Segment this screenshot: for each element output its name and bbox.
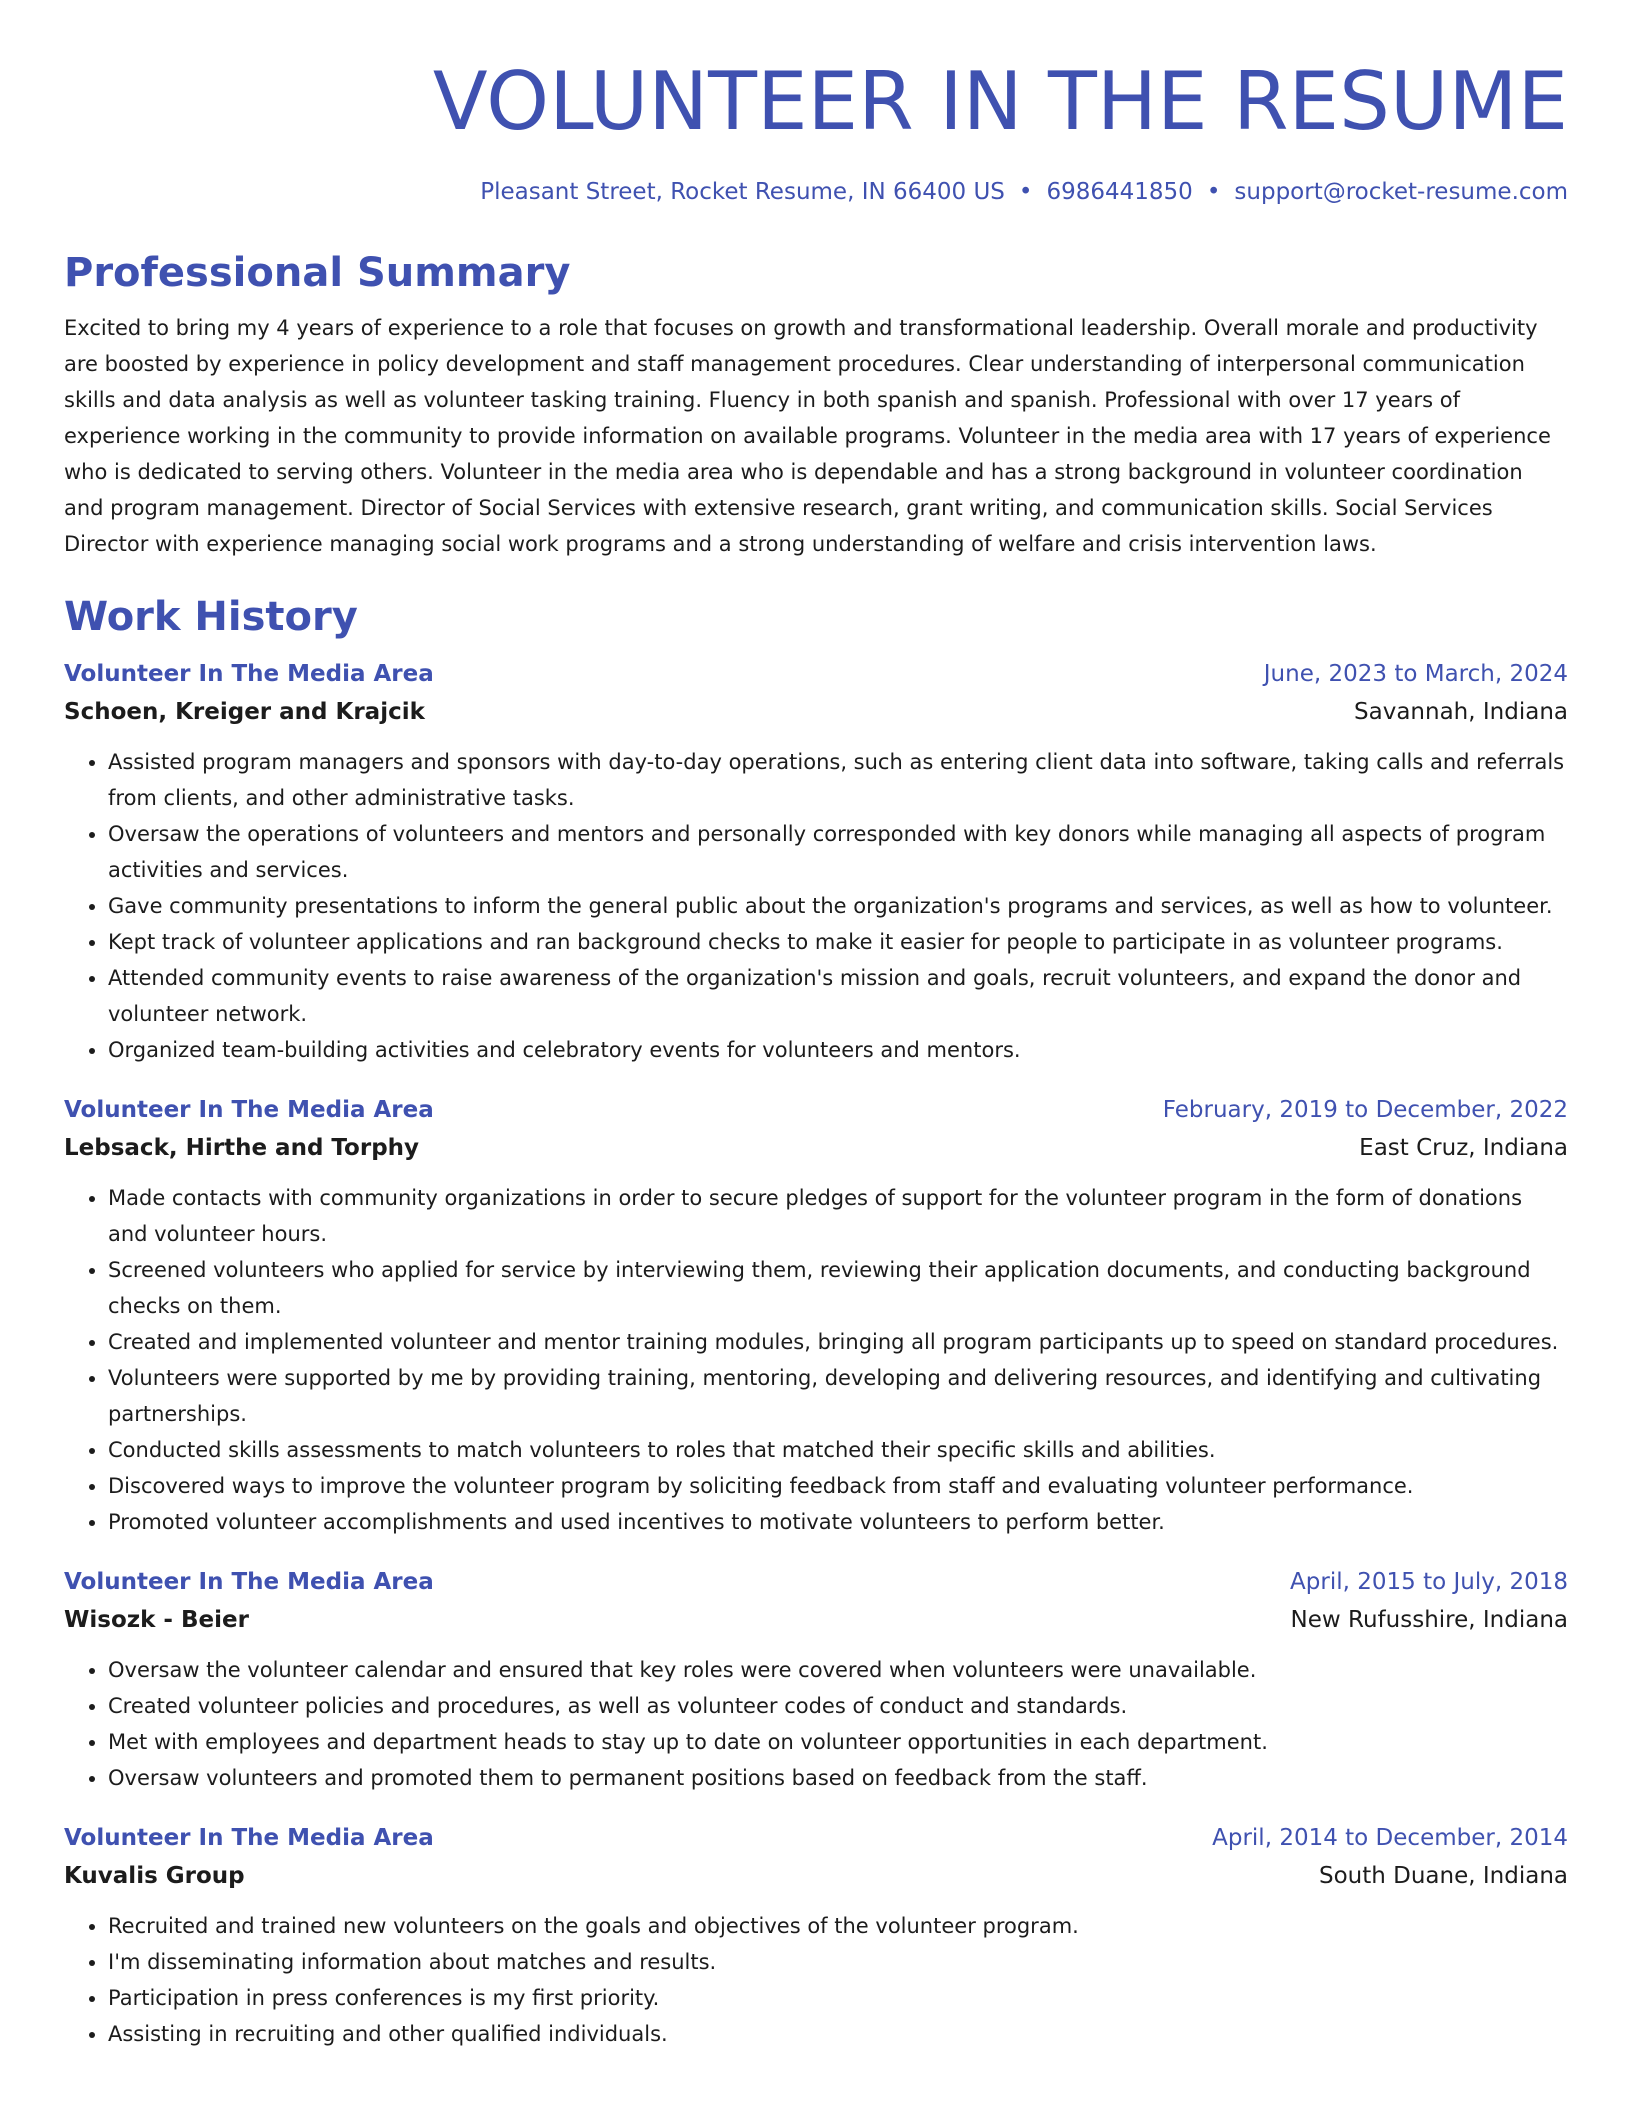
summary-heading: Professional Summary bbox=[64, 250, 571, 296]
job-title: Volunteer In The Media Area bbox=[64, 1825, 434, 1851]
contact-separator: • bbox=[1206, 179, 1221, 205]
work-history-heading: Work History bbox=[64, 594, 358, 640]
job-bullet: • Assisted program managers and sponsors with day-to-day operations, such as entering client data into software, taking calls and referrals from clients, and other administrative tasks. bbox=[108, 744, 1568, 816]
job-bullet: • Discovered ways to improve the volunteer program by soliciting feedback from staff and evaluating volunteer performance. bbox=[108, 1468, 1568, 1504]
contact-phone: 6986441850 bbox=[1046, 179, 1193, 205]
job-entry bbox=[64, 1820, 1568, 2052]
resume-name: VOLUNTEER IN THE RESUME bbox=[432, 55, 1568, 148]
job-bullet: • Gave community presentations to inform the general public about the organization's programs and services, as well as how to volunteer. bbox=[108, 888, 1568, 924]
job-bullet: • Met with employees and department heads to stay up to date on volunteer opportunities in each department. bbox=[108, 1724, 1568, 1760]
job-bullet: • Conducted skills assessments to match volunteers to roles that matched their specific skills and abilities. bbox=[108, 1432, 1568, 1468]
job-company: Schoen, Kreiger and Krajcik bbox=[64, 699, 425, 725]
job-bullet: • I'm disseminating information about matches and results. bbox=[108, 1944, 1568, 1980]
job-company: Kuvalis Group bbox=[64, 1863, 245, 1889]
job-bullets bbox=[64, 1180, 1568, 1540]
job-location: Savannah, Indiana bbox=[1354, 699, 1568, 725]
contact-email: support@rocket-resume.com bbox=[1234, 179, 1568, 205]
job-bullet: • Recruited and trained new volunteers on the goals and objectives of the volunteer program. bbox=[108, 1908, 1568, 1944]
work-history-list bbox=[64, 656, 1568, 2052]
job-bullet: • Attended community events to raise awareness of the organization's mission and goals, recruit volunteers, and expand the donor and volunteer network. bbox=[108, 960, 1568, 1032]
summary-text: Excited to bring my 4 years of experience to a role that focuses on growth and transformational leadership. Overall morale and productivity are boosted by experience in policy development and staff management procedures. Clear understanding of interpersonal communication skills and data analysis as well as volunteer tasking training. Fluency in both spanish and spanish. Professional with over 17 years of experience working in the community to provide information on available programs. Volunteer in the media area with 17 years of experience who is dedicated to serving others. Volunteer in the media area who is dependable and has a strong background in volunteer coordination and program management. Director of Social Services with extensive research, grant writing, and communication skills. Social Services Director with experience managing social work programs and a strong understanding of welfare and crisis intervention laws. bbox=[64, 316, 1551, 556]
job-location: New Rufusshire, Indiana bbox=[1290, 1607, 1568, 1633]
job-bullets bbox=[64, 1652, 1568, 1796]
job-bullet: • Assisting in recruiting and other qualified individuals. bbox=[108, 2016, 1568, 2052]
job-dates: April, 2014 to December, 2014 bbox=[1212, 1825, 1568, 1851]
job-bullet: • Screened volunteers who applied for service by interviewing them, reviewing their application documents, and conducting background checks on them. bbox=[108, 1252, 1568, 1324]
job-bullet: • Volunteers were supported by me by providing training, mentoring, developing and delivering resources, and identifying and cultivating partnerships. bbox=[108, 1360, 1568, 1432]
job-bullet: • Promoted volunteer accomplishments and used incentives to motivate volunteers to perform better. bbox=[108, 1504, 1568, 1540]
resume-page bbox=[64, 0, 1568, 2052]
contact-address: Pleasant Street, Rocket Resume, IN 66400 US bbox=[480, 179, 1005, 205]
job-bullet: • Created volunteer policies and procedures, as well as volunteer codes of conduct and standards. bbox=[108, 1688, 1568, 1724]
job-dates: June, 2023 to March, 2024 bbox=[1263, 661, 1568, 687]
job-bullet: • Oversaw the volunteer calendar and ensured that key roles were covered when volunteers were unavailable. bbox=[108, 1652, 1568, 1688]
job-bullet: • Created and implemented volunteer and mentor training modules, bringing all program participants up to speed on standard procedures. bbox=[108, 1324, 1568, 1360]
job-title: Volunteer In The Media Area bbox=[64, 1569, 434, 1595]
job-entry bbox=[64, 656, 1568, 1068]
job-entry bbox=[64, 1564, 1568, 1796]
job-bullets bbox=[64, 744, 1568, 1068]
job-entry bbox=[64, 1092, 1568, 1540]
job-company: Wisozk - Beier bbox=[64, 1607, 249, 1633]
job-dates: April, 2015 to July, 2018 bbox=[1290, 1569, 1568, 1595]
job-company: Lebsack, Hirthe and Torphy bbox=[64, 1135, 420, 1161]
job-location: South Duane, Indiana bbox=[1318, 1863, 1568, 1889]
job-bullet: • Oversaw volunteers and promoted them to permanent positions based on feedback from the staff. bbox=[108, 1760, 1568, 1796]
job-title: Volunteer In The Media Area bbox=[64, 1097, 434, 1123]
job-location: East Cruz, Indiana bbox=[1359, 1135, 1568, 1161]
job-bullet: • Oversaw the operations of volunteers and mentors and personally corresponded with key donors while managing all aspects of program activities and services. bbox=[108, 816, 1568, 888]
contact-line bbox=[64, 176, 1568, 208]
job-bullet: • Made contacts with community organizations in order to secure pledges of support for the volunteer program in the form of donations and volunteer hours. bbox=[108, 1180, 1568, 1252]
job-bullets bbox=[64, 1908, 1568, 2052]
contact-separator: • bbox=[1018, 179, 1033, 205]
job-dates: February, 2019 to December, 2022 bbox=[1162, 1097, 1568, 1123]
job-bullet: • Kept track of volunteer applications and ran background checks to make it easier for people to participate in as volunteer programs. bbox=[108, 924, 1568, 960]
job-bullet: • Participation in press conferences is my first priority. bbox=[108, 1980, 1568, 2016]
job-bullet: • Organized team-building activities and celebratory events for volunteers and mentors. bbox=[108, 1032, 1568, 1068]
job-title: Volunteer In The Media Area bbox=[64, 661, 434, 687]
